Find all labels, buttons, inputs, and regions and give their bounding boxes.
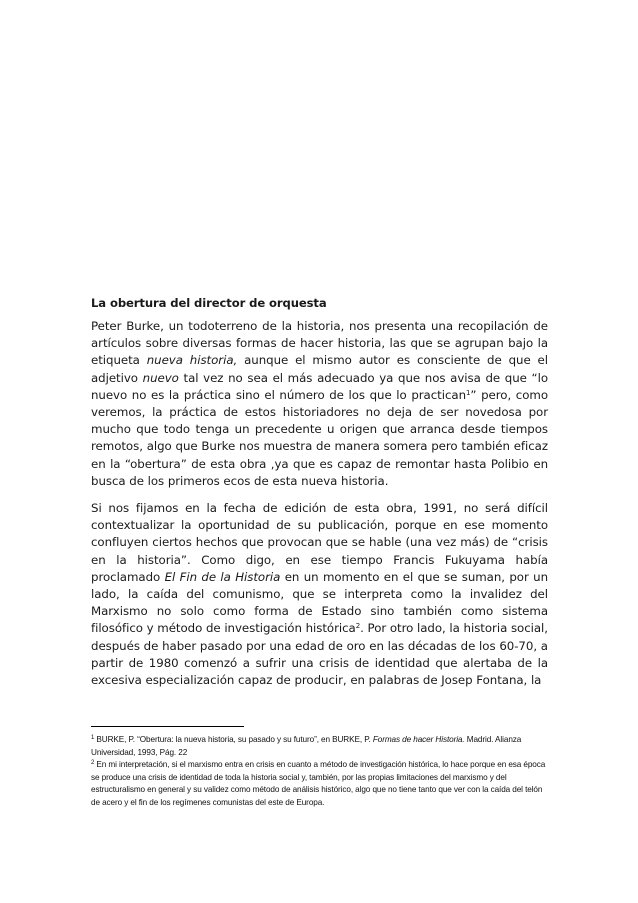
body-text <box>91 318 548 699</box>
footnotes <box>91 734 553 810</box>
paragraph-1 <box>91 318 548 490</box>
paragraph-1-text-a: Peter Burke, un todoterreno de la historia, nos presenta una recopilación de artículos sobre diversas formas de hacer historia, las que se agrupan bajo la etiqueta <box>91 319 548 368</box>
section-heading: La obertura del director de orquesta <box>91 296 327 310</box>
paragraph-1-text-c: tal vez no sea el más adecuado ya que nos avisa de que “lo nuevo no es la práctica sino el número de los que lo practican <box>91 370 548 402</box>
footnote-1 <box>91 734 553 759</box>
paragraph-1-text-b: aunque el mismo autor es consciente de que el adjetivo <box>91 353 548 385</box>
paragraph-2 <box>91 500 548 689</box>
paragraph-1-italic-a: nueva historia, <box>146 353 238 368</box>
footnote-ref-2: 2 <box>355 622 361 631</box>
paragraph-2-italic-a: El Fin de la Historia <box>164 569 281 584</box>
paragraph-2-text-a: Si nos fijamos en la fecha de edición de esta obra, 1991, no será difícil contextualizar la oportunidad de su publicación, porque en ese momento confluyen ciertos hechos que provocan que se hable (una vez más) de “crisis en la historia”. Como digo, en ese tiempo Francis Fukuyama había proclamado <box>91 501 548 584</box>
footnote-1-text-a: BURKE, P. “Obertura: la nueva historia, su pasado y su futuro”, en BURKE, P. <box>94 735 373 744</box>
paragraph-2-text-c: . Por otro lado, la historia social, después de haber pasado por una edad de oro en las décadas de los 60-70, a partir de 1980 comenzó a sufrir una crisis de identidad que alertaba de la excesiva especialización capaz de producir, en palabras de Josep Fontana, la <box>91 621 548 688</box>
footnote-divider <box>91 726 244 727</box>
footnote-2-text: En mi interpretación, si el marxismo entra en crisis en cuanto a método de investigación histórica, lo hace porque en esa época se produce una crisis de identidad de toda la historia social y, también, por las propias limitaciones del marxismo y del estructuralismo en general y su validez como método de análisis histórico, algo que no tiene tanto que ver con la caída del telón de acero y el fin de los regímenes comunistas del este de Europa. <box>91 760 546 807</box>
footnote-1-italic: Formas de hacer Historia. <box>372 735 465 744</box>
paragraph-1-italic-b: nuevo <box>142 370 179 385</box>
paragraph-2-text-b: en un momento en el que se suman, por un lado, la caída del comunismo, que se interpreta como la invalidez del Marxismo no solo como forma de Estado sino también como sistema filosófico y método de investigación histórica <box>91 569 549 636</box>
paragraph-1-text-d: ” pero, como veremos, la práctica de estos historiadores no deja de ser novedosa por mucho que todo tenga un precedente u origen que arranca desde tiempos remotos, algo que Burke nos muestra de manera somera pero también eficaz en la “obertura” de esta obra ,ya que es capaz de remontar hasta Polibio en busca de los primeros ecos de esta nueva historia. <box>91 387 548 488</box>
footnote-1-number: 1 <box>91 735 95 741</box>
footnote-ref-1: 1 <box>466 388 471 397</box>
footnote-1-text-b: Madrid. Alianza Universidad, 1993, Pág. 22 <box>91 735 522 757</box>
footnote-2 <box>91 759 553 809</box>
footnote-2-number: 2 <box>91 760 95 767</box>
